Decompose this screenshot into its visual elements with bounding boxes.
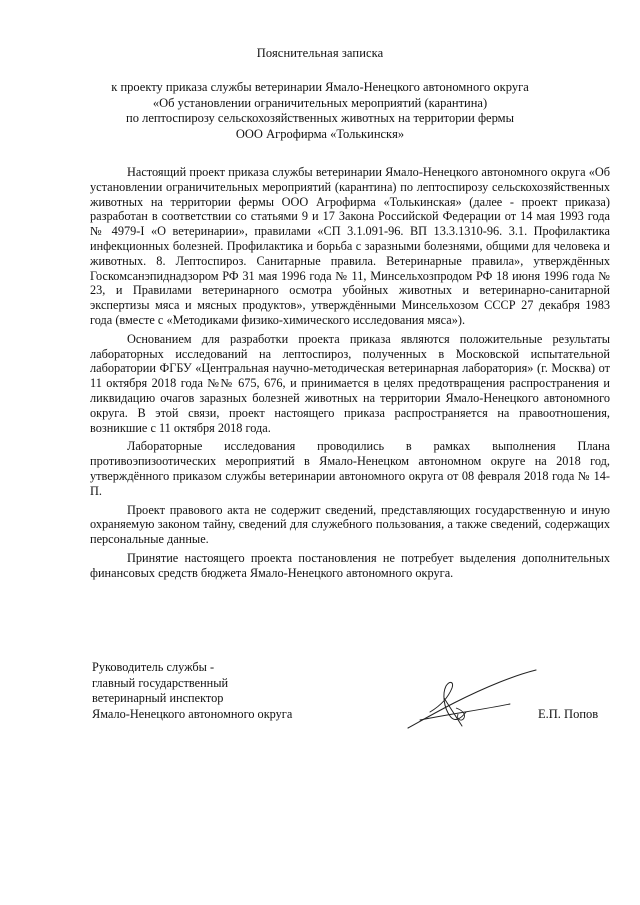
document-title: Пояснительная записка: [256, 46, 384, 60]
signatory-line: Ямало-Ненецкого автономного округа: [92, 706, 293, 721]
paragraph-confidentiality: Проект правового акта не содержит сведений, представляющих государственную и иную охраняемую законом тайну, сведений для служебного пользования, а также сведений, содержащих персональные данные.: [90, 502, 610, 547]
subtitle-line: «Об установлении ограничительных мероприятий (карантина): [152, 95, 488, 110]
subtitle-line: по лептоспирозу сельскохозяйственных животных на территории фермы: [126, 111, 514, 125]
signatory-line: главный государственный: [92, 675, 229, 690]
subtitle-line: к проекту приказа службы ветеринарии Ямало-Ненецкого автономного округа: [111, 80, 529, 94]
signatory-name: Е.П. Попов: [538, 707, 599, 721]
signatory-title: [92, 660, 292, 722]
document-subtitle: [80, 80, 560, 142]
paragraph-lab-research: Лабораторные исследования проводились в рамках выполнения Плана противоэпизоотических мероприятий в Ямало-Ненецком автономном округе на 2018 год, утверждённого приказом службы ветеринарии автономного округа от 08 февраля 2018 года № 14-П.: [90, 439, 610, 498]
subtitle-line: ООО Агрофирма «Толькинскя»: [235, 126, 405, 141]
paragraph-legal-basis: Настоящий проект приказа службы ветеринарии Ямало-Ненецкого автономного округа «Об установлении ограничительных мероприятий (карантина) по лептоспирозу сельскохозяйственных животных на территории фермы ООО Агрофирма «Толькинская» (далее - проект приказа) разработан в соответствии со статьями 9 и 17 Закона Российской Федерации от 14 мая 1993 года № 4979-I «О ветеринарии», правилами «СП 3.1.091-96. ВП 13.3.1310-96. 3.1. Профилактика инфекционных болезней. Профилактика и борьба с заразными болезнями, общими для человека и животных. 8. Лептоспироз. Санитарные правила. Ветеринарные правила», утверждённых Госкомсанэпиднадзором РФ 31 мая 1996 года № 11, Минсельхозпродом РФ 18 июня 1996 года № 23, и Правилами ветеринарного осмотра убойных животных и ветеринарно-санитарной экспертизы мяса и мясных продуктов», утверждёнными Минсельхозом СССР 27 декабря 1983 года (вместе с «Методиками физико-химического исследования мяса»).: [90, 165, 610, 327]
handwritten-signature: [400, 668, 540, 738]
signatory-line: Руководитель службы -: [92, 660, 215, 674]
signatory-line: ветеринарный инспектор: [92, 691, 224, 705]
paragraph-budget: Принятие настоящего проекта постановления не потребует выделения дополнительных финансовых средств бюджета Ямало-Ненецкого автономного округа.: [90, 550, 610, 580]
document-body: [90, 165, 610, 585]
paragraph-grounds: Основанием для разработки проекта приказа являются положительные результаты лабораторных исследований на лептоспироз, полученных в Московской испытательной лаборатории ФГБУ «Центральная научно-методическая ветеринарная лаборатория» (г. Москва) от 11 октября 2018 года №№ 675, 676, и принимается в целях предотвращения распространения и ликвидацию очагов заразных болезней животных на территории Ямало-Ненецкого автономного округа. В этой связи, проект настоящего приказа распространяется на правоотношения, возникшие с 11 октября 2018 года.: [90, 331, 610, 435]
